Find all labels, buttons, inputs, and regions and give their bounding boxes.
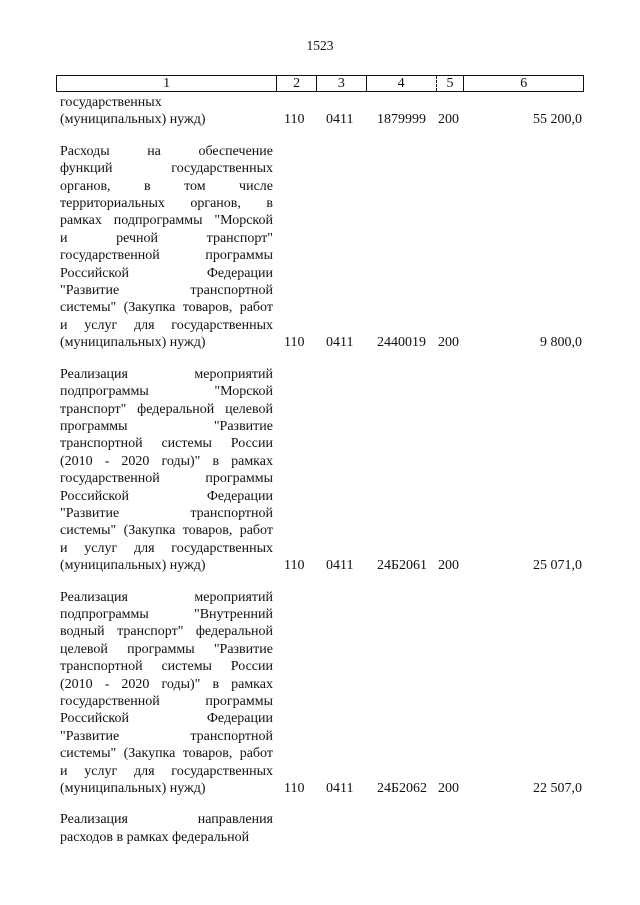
description-line: функций государственных [60,161,273,177]
header-col-4: 4 [366,76,436,91]
target-code: 24Б2062 [377,781,428,797]
header-col-5: 5 [436,76,464,91]
section-code: 0411 [326,558,354,574]
description-line: государственной программы [60,694,273,709]
chapter-code: 110 [284,558,305,574]
chapter-code: 110 [284,781,305,797]
description-line: (2010 - 2020 годы)" в рамках [60,676,273,692]
description-line: системы" (Закупка товаров, работ [60,523,273,539]
description-line: системы" (Закупка товаров, работ [60,746,273,762]
description-line: транспорт" федеральной целевой [60,401,273,417]
description-line: и услуг для государственных [60,540,273,556]
target-code: 24Б2061 [377,558,428,574]
description-line: Реализация мероприятий [60,589,273,605]
header-col-6: 6 [463,76,583,91]
description-line: подпрограммы "Внутренний [60,606,273,622]
description-line: "Развитие транспортной [60,283,273,299]
row-values [0,334,640,351]
description-line: и услуг для государственных [60,317,273,333]
row-values [0,829,640,846]
table-row [0,94,640,129]
description-line: и услуг для государственных [60,763,273,779]
description-line: "Развитие транспортной [60,728,273,744]
amount: 25 071,0 [533,558,582,574]
row-values [0,111,640,128]
description-line: транспортной системы России [60,436,273,452]
header-col-2: 2 [276,76,316,91]
target-code: 2440019 [377,335,426,351]
page-number: 1523 [306,38,334,53]
header-col-3: 3 [316,76,366,91]
row-description [60,366,273,575]
section-code: 0411 [326,781,354,797]
table-row [0,811,640,846]
description-line: водный транспорт" федеральной [60,624,273,640]
description-line: Российской Федерации [60,711,273,727]
table-row [0,143,640,352]
description-line: и речной транспорт" [60,230,273,246]
amount: 9 800,0 [540,335,582,351]
target-code: 1879999 [377,112,426,128]
chapter-code: 110 [284,335,305,351]
description-line: (2010 - 2020 годы)" в рамках [60,453,273,469]
row-description [60,589,273,798]
table-header [56,75,584,92]
header-col-1: 1 [163,76,171,91]
description-line: Реализация направления [60,812,273,828]
description-line: (муниципальных) нужд) [60,112,206,128]
description-line: государственной программы [60,248,273,264]
description-line: (муниципальных) нужд) [60,781,206,797]
description-line: органов, в том числе [60,178,273,194]
description-line: Реализация мероприятий [60,366,273,382]
amount: 22 507,0 [533,781,582,797]
row-values [0,557,640,574]
expense-type-code: 200 [438,558,459,574]
description-line: Российской Федерации [60,488,273,504]
description-line: целевой программы "Развитие [60,641,273,657]
description-line: рамках подпрограммы "Морской [60,213,273,229]
table-row [0,366,640,575]
description-line: "Развитие транспортной [60,505,273,521]
description-line: транспортной системы России [60,659,273,675]
description-line: (муниципальных) нужд) [60,335,206,351]
description-line: расходов в рамках федеральной [60,829,250,845]
expense-type-code: 200 [438,335,459,351]
row-values [0,780,640,797]
description-line: (муниципальных) нужд) [60,558,206,574]
chapter-code: 110 [284,112,305,128]
description-line: государственной программы [60,471,273,487]
description-line: подпрограммы "Морской [60,384,273,400]
section-code: 0411 [326,112,354,128]
expense-type-code: 200 [438,781,459,797]
description-line: государственных [60,95,162,110]
description-line: системы" (Закупка товаров, работ [60,300,273,316]
description-line: Российской Федерации [60,265,273,281]
table-row [0,589,640,798]
description-line: территориальных органов, в [60,196,273,212]
row-description [60,143,273,352]
expense-type-code: 200 [438,112,459,128]
section-code: 0411 [326,335,354,351]
table-body [0,94,640,860]
description-line: программы "Развитие [60,418,273,434]
description-line: Расходы на обеспечение [60,143,273,159]
amount: 55 200,0 [533,112,582,128]
